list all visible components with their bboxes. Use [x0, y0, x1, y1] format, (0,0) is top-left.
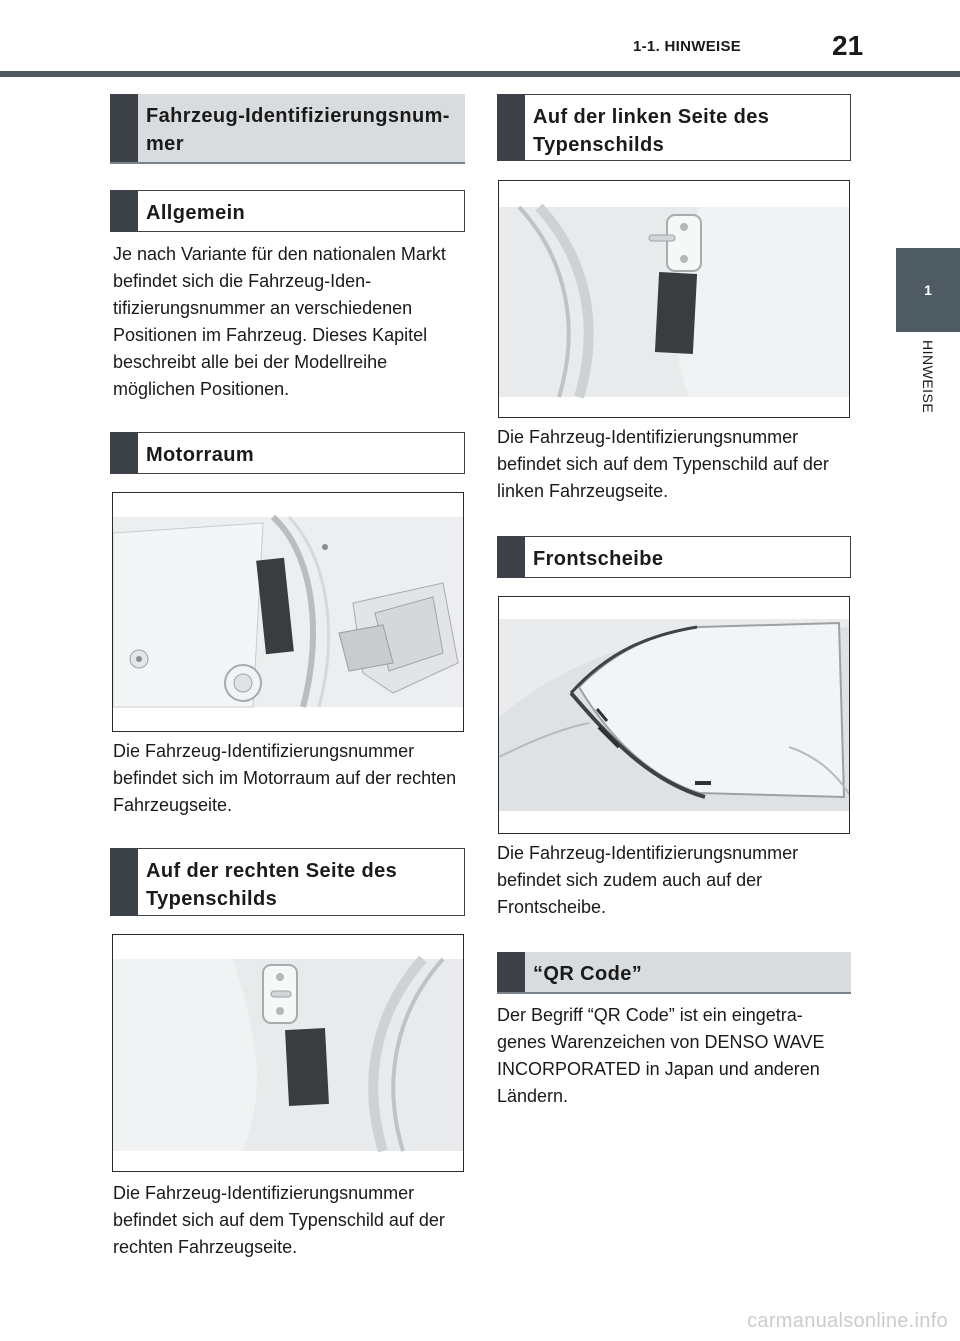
paragraph-rechts: Die Fahrzeug-Identifizierungsnummer befindet sich auf dem Typenschild auf der rechten Fahrzeugseite.: [113, 1183, 445, 1257]
engine-bay-illustration: [113, 493, 464, 732]
page-number: 21: [832, 30, 864, 61]
heading-qr-text: “QR Code”: [533, 963, 643, 985]
left-type-plate-illustration: [499, 181, 850, 418]
heading-allgemein: [110, 190, 465, 232]
paragraph-qr: Der Begriff “QR Code” ist ein eingetra-genes Warenzeichen von DENSO WAVE INCORPORATED in Japan und anderen Ländern.: [497, 1005, 825, 1106]
heading-vin: [110, 94, 465, 164]
figure-right-type-plate: [112, 934, 464, 1172]
heading-bar: [110, 94, 138, 162]
heading-bar: [110, 190, 138, 232]
heading-links: [497, 94, 851, 161]
heading-bar: [110, 432, 138, 474]
paragraph-links: Die Fahrzeug-Identifizierungsnummer befindet sich auf dem Typenschild auf der linken Fahrzeugseite.: [497, 427, 829, 501]
running-header-section: 1-1. HINWEISE: [633, 38, 742, 55]
heading-bar: [497, 952, 525, 992]
figure-windshield: [498, 596, 850, 834]
figure-engine-bay: [112, 492, 464, 732]
paragraph-motorraum: Die Fahrzeug-Identifizierungsnummer befindet sich im Motorraum auf der rechten Fahrzeugseite.: [113, 741, 457, 815]
heading-frontscheibe-text: Frontscheibe: [533, 548, 664, 570]
watermark: carmanualsonline.info: [747, 1310, 948, 1332]
heading-links-text: Auf der linken Seite des Typenschilds: [533, 106, 770, 156]
chapter-tab-number: 1: [924, 282, 932, 298]
chapter-tab-label: [896, 340, 960, 450]
heading-vin-text: Fahrzeug-Identifizierungsnum- mer: [146, 105, 450, 155]
paragraph-allgemein: Je nach Variante für den nationalen Markt befindet sich die Fahrzeug-Iden-tifizierungsnummer an verschiedenen Positionen im Fahrzeug. Dieses Kapitel beschreibt alle bei der Modellreihe möglichen Positionen.: [113, 244, 446, 399]
paragraph-frontscheibe: Die Fahrzeug-Identifizierungsnummer befindet sich zudem auch auf der Frontscheibe.: [497, 843, 799, 917]
heading-rechts: [110, 848, 465, 916]
heading-frontscheibe: [497, 536, 851, 578]
heading-bar: [497, 536, 525, 578]
windshield-illustration: [499, 597, 850, 834]
header-rule: [0, 71, 960, 77]
heading-qr: [497, 952, 851, 994]
heading-bar: [110, 848, 138, 916]
right-type-plate-illustration: [113, 935, 464, 1172]
heading-bar: [497, 94, 525, 161]
chapter-tab-label-text: HINWEISE: [920, 340, 936, 414]
heading-allgemein-text: Allgemein: [146, 202, 246, 224]
heading-motorraum-text: Motorraum: [146, 444, 255, 466]
figure-left-type-plate: [498, 180, 850, 418]
heading-motorraum: [110, 432, 465, 474]
chapter-tab: [896, 248, 960, 332]
heading-rechts-text: Auf der rechten Seite des Typenschilds: [146, 860, 398, 910]
